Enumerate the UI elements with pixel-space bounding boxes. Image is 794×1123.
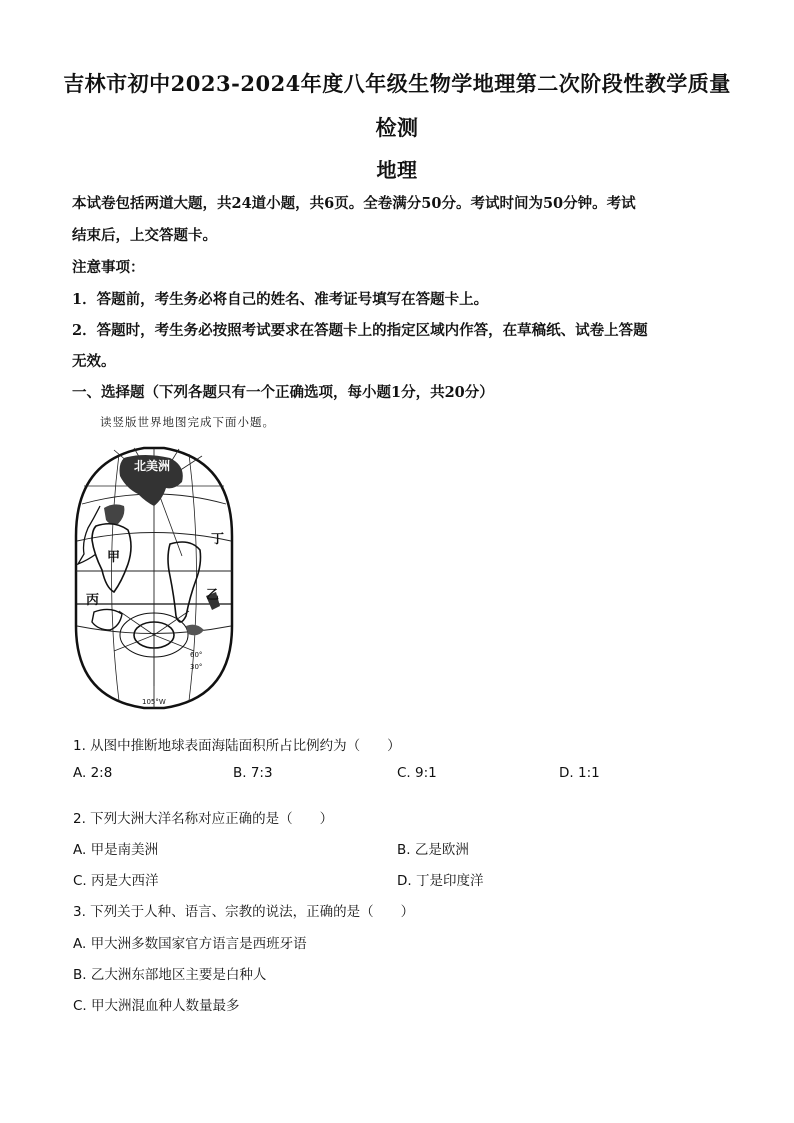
label-bing: 丙 [86, 593, 100, 608]
q3-option-b: B. 乙大洲东部地区主要是白种人 [73, 967, 267, 983]
exam-title-line1: 吉林市初中2023-2024年度八年级生物学地理第二次阶段性教学质量 [63, 71, 731, 96]
subject-title: 地理 [376, 158, 418, 182]
intro-line1: 本试卷包括两道大题，共24道小题，共6页。全卷满分50分。考试时间为50分钟。考试 [72, 195, 636, 212]
exam-title-line2: 检测 [375, 115, 419, 140]
notice-heading: 注意事项： [72, 259, 145, 276]
question-3-stem: 3. 下列关于人种、语言、宗教的说法，正确的是（ ） [73, 904, 415, 920]
q1-option-d: D. 1:1 [559, 765, 600, 781]
q3-option-c: C. 甲大洲混血种人数量最多 [73, 998, 240, 1014]
label-north-america: 北美洲 [134, 459, 171, 473]
q3-option-a: A. 甲大洲多数国家官方语言是西班牙语 [73, 936, 307, 952]
label-lat30: 30° [190, 663, 203, 671]
label-jia: 甲 [107, 550, 121, 565]
q2-option-b: B. 乙是欧洲 [397, 842, 469, 858]
q2-option-c: C. 丙是大西洋 [73, 873, 159, 889]
q2-option-a: A. 甲是南美洲 [73, 842, 159, 858]
notice-item-2-line2: 无效。 [72, 353, 116, 370]
meridian-line [112, 454, 120, 701]
label-lat60: 60° [190, 651, 203, 659]
q1-option-b: B. 7:3 [233, 765, 273, 781]
notice-item-1: 1．答题前，考生务必将自己的姓名、准考证号填写在答题卡上。 [72, 291, 489, 308]
intro-line2: 结束后，上交答题卡。 [72, 227, 217, 244]
europe-landmass [104, 504, 124, 524]
q1-option-c: C. 9:1 [397, 765, 437, 781]
australia-landmass [92, 609, 122, 630]
section-heading: 一、选择题（下列各题只有一个正确选项，每小题1分，共20分） [72, 384, 494, 401]
vertical-world-map [74, 446, 234, 710]
q1-option-a: A. 2:8 [73, 765, 113, 781]
label-yi: 乙 [206, 588, 220, 603]
map-instruction: 读竖版世界地图完成下面小题。 [100, 415, 275, 429]
island-landmass [186, 625, 204, 636]
label-ding: 丁 [211, 532, 225, 547]
notice-item-2-line1: 2．答题时，考生务必按照考试要求在答题卡上的指定区域内作答，在草稿纸、试卷上答题 [72, 322, 648, 339]
label-lon105w: 105°W [142, 698, 166, 706]
question-2-stem: 2. 下列大洲大洋名称对应正确的是（ ） [73, 811, 334, 827]
question-1-stem: 1. 从图中推断地球表面海陆面积所占比例约为（ ） [73, 738, 401, 754]
eurasia-landmass [78, 506, 100, 564]
q2-option-d: D. 丁是印度洋 [397, 873, 484, 889]
